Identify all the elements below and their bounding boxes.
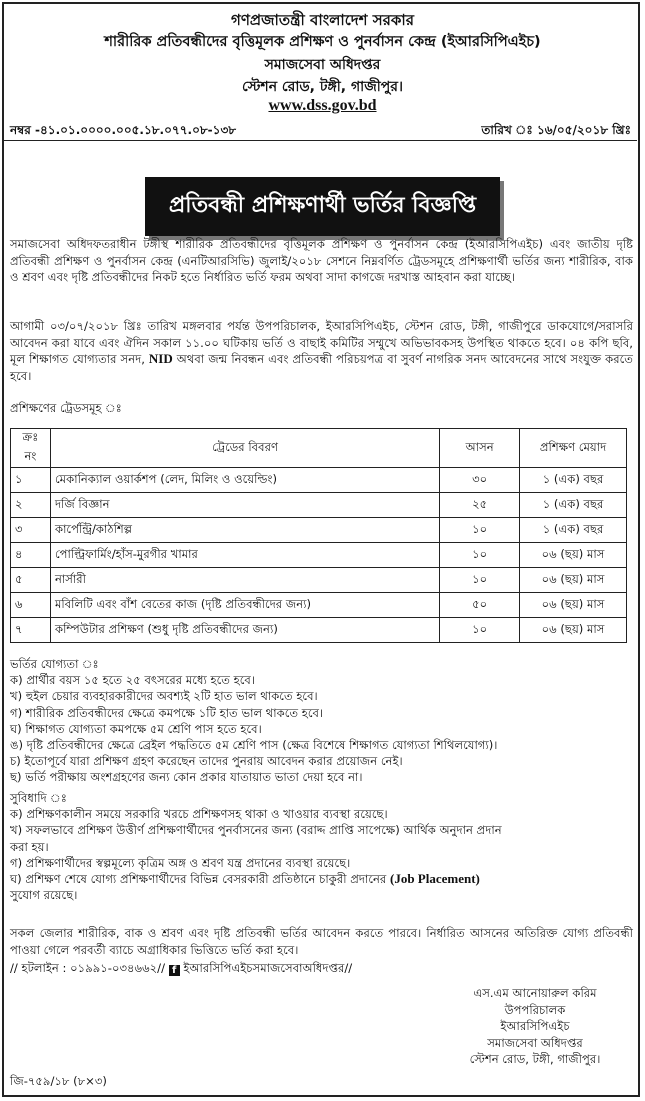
cell-seats: ১০ (440, 543, 520, 568)
signatory-address: স্টেশন রোড, টঙ্গী, গাজীপুর। (469, 1052, 601, 1066)
trades-heading: প্রশিক্ষণের ট্রেডসমূহ ঃ (10, 401, 122, 415)
signatory-dept: সমাজসেবা অধিদপ্তর (487, 1035, 583, 1050)
notice-date: তারিখ ঃ ১৬/০৫/২০১৮ খ্রিঃ (481, 123, 631, 137)
application-paragraph (10, 318, 633, 384)
list-item: ঘ) শিক্ষাগত যোগ্যতা কমপক্ষে ৫ম শ্রেণি পাস হতে হবে। (10, 721, 262, 736)
cell-trade: মেকানিক্যাল ওয়ার্কশপ (লেদ, মিলিং ও ওয়েল্ডিং) (50, 468, 439, 493)
cell-trade: মবিলিটি এবং বাঁশ বেতের কাজ (দৃষ্টি প্রতিবন্ধীদের জন্য) (50, 593, 439, 618)
signature-block (430, 985, 640, 1068)
nid-text: NID (148, 351, 173, 366)
cell-serial: ৬ (11, 593, 51, 618)
hotline: // হটলাইন : ০১৯৯১-০৩৪৬৬২// (10, 961, 165, 975)
col-duration: প্রশিক্ষণ মেয়াদ (520, 429, 627, 468)
cell-duration: ০৬ (ছয়) মাস (520, 593, 627, 618)
job-placement-text: ঘ) প্রশিক্ষণ শেষে যোগ্য প্রশিক্ষণার্থীদের বিভিন্ন বেসরকারী প্রতিষ্ঠানে চাকুরী প্রদানের (10, 872, 387, 887)
list-item: ছ) ভর্তি পরীক্ষায় অংশগ্রহণের জন্য কোন প্রকার যাতায়াত ভাতা দেয়া হবে না। (10, 770, 363, 785)
signatory-designation: উপপরিচালক (504, 1002, 566, 1017)
col-serial: ক্রঃ নং (11, 429, 51, 468)
cell-trade: নার্সারী (50, 568, 439, 593)
reference-number: জি-৭৫৯/১৮ (৮×৩) (10, 1074, 107, 1088)
table-row (11, 518, 627, 543)
eligibility-section (10, 656, 633, 786)
list-item: ঙ) দৃষ্টি প্রতিবন্ধীদের ক্ষেত্রে ব্রেইল পদ্ধতিতে ৫ম শ্রেণি পাস (ক্ষেত্র বিশেষে শিক্ষাগত যোগ্যতা শিথিলযোগ্য)। (10, 738, 498, 753)
cell-trade: কম্পিউটার প্রশিক্ষণ (শুধু দৃষ্টি প্রতিবন্ধীদের জন্য) (50, 618, 439, 643)
cell-seats: ১০ (440, 568, 520, 593)
list-item: গ) প্রশিক্ষণার্থীদের স্বল্পমূল্যে কৃত্রিম অঙ্গ ও শ্রবণ যন্ত্র প্রদানের ব্যবস্থা রয়েছে। (10, 855, 351, 870)
eligibility-heading: ভর্তির যোগ্যতা ঃ (10, 657, 99, 671)
cell-duration: ০৬ (ছয়) মাস (520, 568, 627, 593)
cell-duration: ১ (এক) বছর (520, 493, 627, 518)
cell-duration: ১ (এক) বছর (520, 468, 627, 493)
benefits-heading: সুবিধাদি ঃ (10, 791, 67, 805)
cell-duration: ০৬ (ছয়) মাস (520, 618, 627, 643)
cell-duration: ১ (এক) বছর (520, 518, 627, 543)
cell-trade: কার্পেন্ট্রি/কাঠশিল্প (50, 518, 439, 543)
cell-serial: ৫ (11, 568, 51, 593)
memo-number: নম্বর -৪১.০১.০০০০.০০৫.১৮.০৭৭.০৮-১৩৮ (10, 123, 237, 137)
table-row (11, 593, 627, 618)
list-item: খ) হুইল চেয়ার ব্যবহারকারীদের অবশ্যই ২টি হাত ভাল থাকতে হবে। (10, 689, 318, 704)
govt-name: গণপ্রজাতন্ত্রী বাংলাদেশ সরকার (231, 11, 414, 29)
institution-name: শারীরিক প্রতিবন্ধীদের বৃত্তিমূলক প্রশিক্ষণ ও পুনর্বাসন কেন্দ্র (ইআরসিপিএইচ) (104, 34, 541, 50)
cell-serial: ৩ (11, 518, 51, 543)
benefits-section (10, 790, 633, 903)
signatory-name: এস.এম আনোয়ারুল করিম (473, 986, 597, 1000)
facebook-page[interactable]: ইআরসিপিএইচসমাজসেবাঅধিদপ্তর// (183, 961, 353, 975)
address: স্টেশন রোড, টঙ্গী, গাজীপুর। (242, 79, 403, 95)
department-name: সমাজসেবা অধিদপ্তর (264, 57, 381, 73)
list-item: গ) শারীরিক প্রতিবন্ধীদের ক্ষেত্রে কমপক্ষে ১টি হাত ভাল থাকতে হবে। (10, 705, 324, 720)
cell-seats: ১০ (440, 618, 520, 643)
list-item: ক) প্রশিক্ষণকালীন সময়ে সরকারি খরচে প্রশিক্ষণসহ থাকা ও খাওয়ার ব্যবস্থা রয়েছে। (10, 807, 388, 822)
list-item: চ) ইতোপূর্বে যারা প্রশিক্ষণ গ্রহণ করেছেন তাদের পুনরায় আবেদন করার প্রয়োজন নেই। (10, 754, 403, 769)
intro-paragraph: সমাজসেবা অধিদফতরাধীন টঙ্গীস্থ শারীরিক প্রতিবন্ধীদের বৃত্তিমূলক প্রশিক্ষণ ও পুনর্বাসন কেন্দ্র (ইআরসিপিএইচ) এবং জাতীয় দৃষ্টি প্রতিবন্ধী প্রশিক্ষণ ও পুনর্বাসন কেন্দ্র (এনটিআরসিভি) জুলাই/২০১৮ সেশনে নিম্নবর্ণিত ট্রেডসমূহে প্রশিক্ষণার্থী ভর্তির জন্য শারীরিক, বাক ও শ্রবণ এবং দৃষ্টি প্রতিবন্ধীদের নিকট হতে নির্ধারিত ভর্তি ফরম অথবা সাদা কাগজে দরখাস্ত আহবান করা যাচ্ছে। (10, 237, 633, 284)
table-row (11, 543, 627, 568)
trades-table (10, 428, 627, 643)
table-row (11, 618, 627, 643)
header-divider (4, 140, 637, 141)
table-header-row (11, 429, 627, 468)
cell-seats: ৫০ (440, 593, 520, 618)
cell-trade: পোল্ট্রিফার্মিং/হাঁস-মুরগীর খামার (50, 543, 439, 568)
cell-serial: ১ (11, 468, 51, 493)
cell-trade: দর্জি বিজ্ঞান (50, 493, 439, 518)
cell-serial: ৭ (11, 618, 51, 643)
contact-line (10, 960, 633, 976)
table-row (11, 568, 627, 593)
cell-seats: ৩০ (440, 468, 520, 493)
cell-duration: ০৬ (ছয়) মাস (520, 543, 627, 568)
job-placement-en: (Job Placement) (390, 871, 480, 887)
cell-seats: ২৫ (440, 493, 520, 518)
list-item: ক) প্রার্থীর বয়স ১৫ হতে ২৫ বৎসরের মধ্যে হতে হবে। (10, 673, 255, 688)
list-item (10, 871, 633, 887)
cell-serial: ২ (11, 493, 51, 518)
signatory-org: ইআরসিপিএইচ (500, 1019, 570, 1033)
table-row (11, 493, 627, 518)
application-text: আগামী ০৩/০৭/২০১৮ খ্রিঃ তারিখ মঙ্গলবার পর্যন্ত উপপরিচালক, ইআরসিপিএইচ, স্টেশন রোড, টঙ্গী, গাজীপুরে ডাকযোগে/সরাসরি আবেদন করা যাবে এবং ঐদিন সকাল ১১.০০ ঘটিকায় ভর্তি ও বাছাই কমিটির সম্মুখে অভিভাবকসহ উপস্থিত থাকতে হবে। ০৪ কপি ছবি, মূল শিক্ষাগত যোগ্যতার সনদ, (10, 319, 633, 366)
list-item: করা হয়। (10, 839, 49, 854)
closing-paragraph: সকল জেলার শারীরিক, বাক ও শ্রবণ এবং দৃষ্টি প্রতিবন্ধী ভর্তির আবেদন করতে পারবে। নির্ধারিত আসনের অতিরিক্ত যোগ্য প্রতিবন্ধী পাওয়া গেলে পরবর্তী ব্যাচে অগ্রাধিকার ভিত্তিতে ভর্তি করা হবে। (10, 926, 633, 957)
col-seats: আসন (440, 429, 520, 468)
table-row (11, 468, 627, 493)
col-trade: ট্রেডের বিবরণ (50, 429, 439, 468)
website-link[interactable]: www.dss.gov.bd (268, 97, 377, 114)
list-item: সুযোগ রয়েছে। (10, 888, 78, 903)
cell-seats: ১০ (440, 518, 520, 543)
facebook-icon: f (169, 965, 180, 976)
application-text-cont: অথবা জন্ম নিবন্ধন এবং প্রতিবন্ধী পরিচয়পত্র বা সুবর্ণ নাগরিক সনদ আবেদনের সাথে সংযুক্ত করতে হবে। (10, 352, 633, 383)
notice-title: প্রতিবন্ধী প্রশিক্ষণার্থী ভর্তির বিজ্ঞপ্তি (145, 177, 500, 236)
cell-serial: ৪ (11, 543, 51, 568)
list-item: খ) সফলভাবে প্রশিক্ষণ উত্তীর্ণ প্রশিক্ষণার্থীদের পুনর্বাসনের জন্য (বরাদ্দ প্রাপ্তি সাপেক্ষে) আর্থিক অনুদান প্রদান (10, 823, 502, 838)
